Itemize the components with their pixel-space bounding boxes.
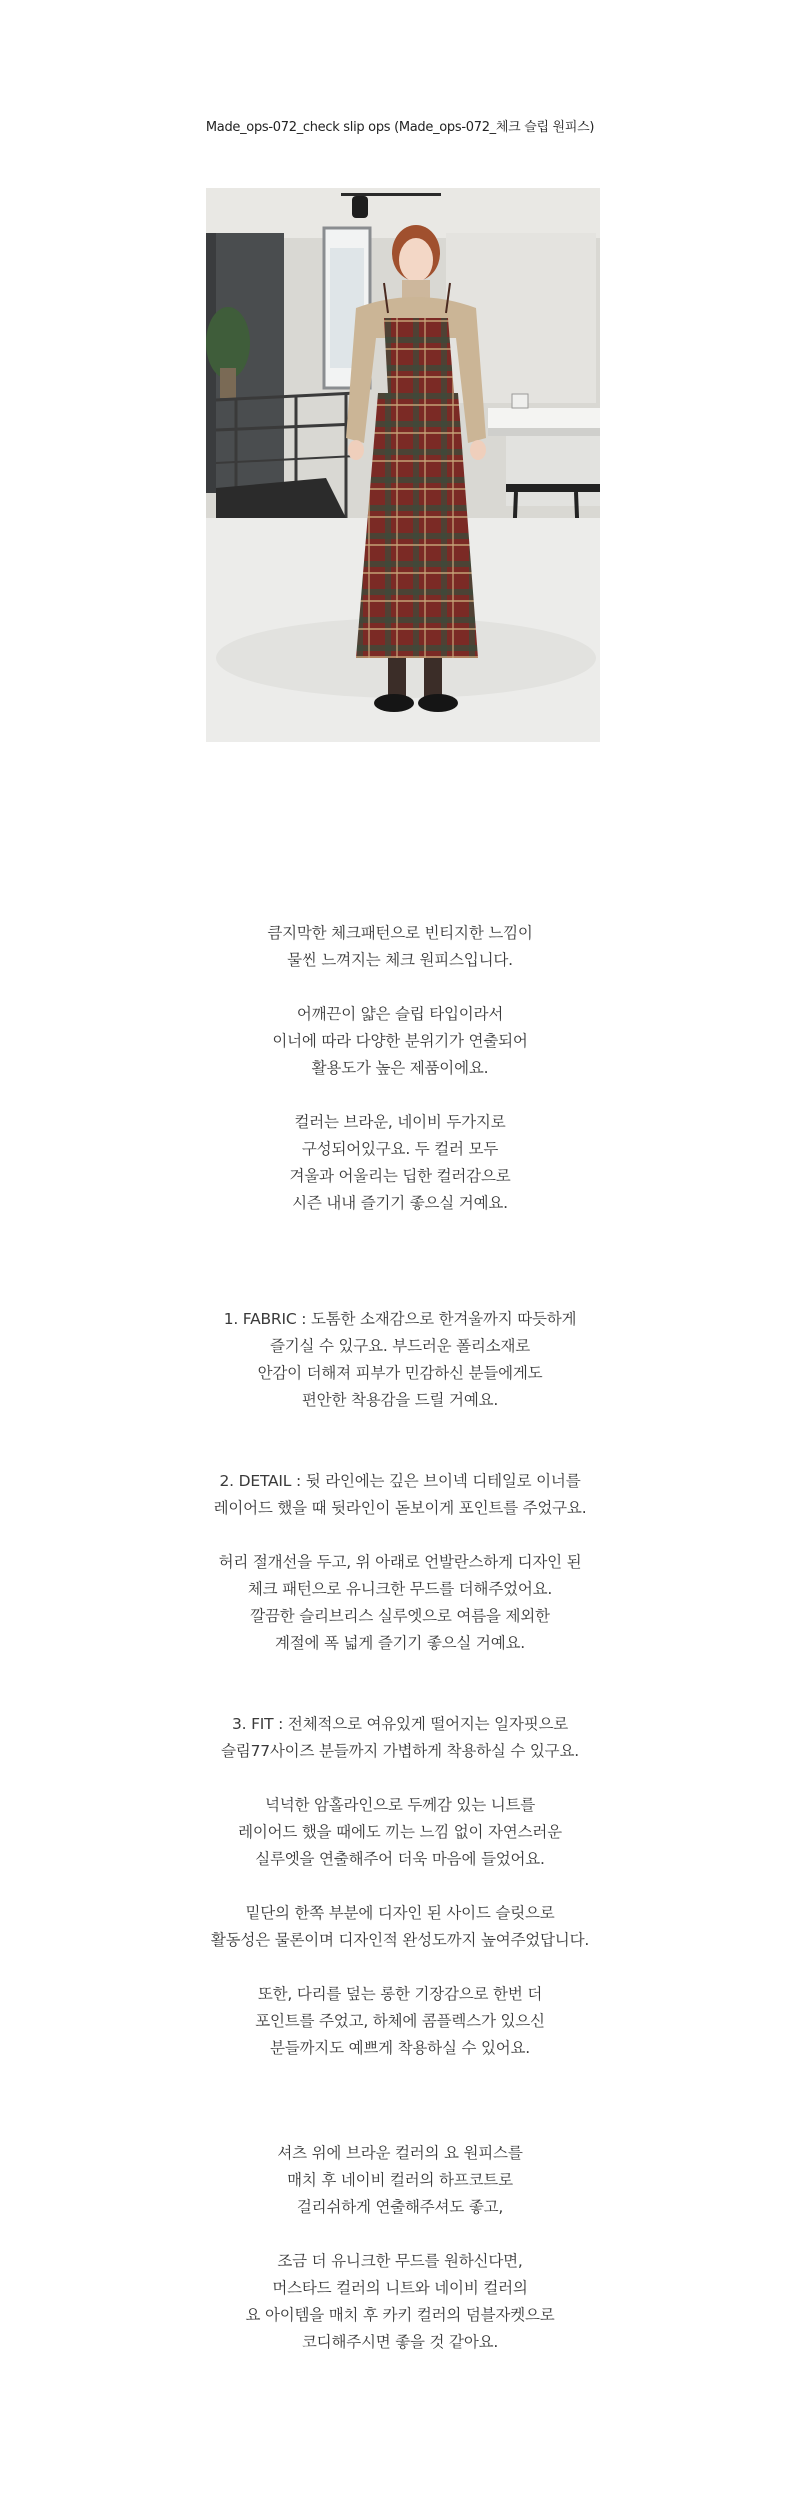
detail-paragraph — [0, 1549, 800, 1657]
fit-section — [0, 1711, 800, 2062]
text-line: 편안한 착용감을 드릴 거예요. — [301, 1391, 499, 1409]
text-line: 2. DETAIL : 뒷 라인에는 깊은 브이넥 디테일로 이너를 — [219, 1472, 581, 1490]
text-line: 레이어드 했을 때에도 끼는 느낌 없이 자연스러운 — [238, 1823, 562, 1841]
text-line: 체크 패턴으로 유니크한 무드를 더해주었어요. — [247, 1580, 553, 1598]
fit-paragraph — [0, 1792, 800, 1873]
intro-paragraph — [0, 1109, 800, 1217]
text-line: 요 아이템을 매치 후 카키 컬러의 덤블자켓으로 — [245, 2306, 555, 2324]
text-line: 넉넉한 암홀라인으로 두께감 있는 니트를 — [264, 1796, 536, 1814]
fit-paragraph — [0, 1900, 800, 1954]
fit-paragraph — [0, 1981, 800, 2062]
text-line: 시즌 내내 즐기기 좋으실 거예요. — [292, 1194, 508, 1212]
text-line: 이너에 따라 다양한 분위기가 연출되어 — [272, 1032, 528, 1050]
text-line: 계절에 폭 넓게 즐기기 좋으실 거예요. — [275, 1634, 525, 1652]
text-line: 분들까지도 예쁘게 착용하실 수 있어요. — [269, 2039, 530, 2057]
text-line: 밑단의 한쪽 부분에 디자인 된 사이드 슬릿으로 — [245, 1904, 555, 1922]
text-line: 물씬 느껴지는 체크 원피스입니다. — [287, 951, 513, 969]
intro-paragraph — [0, 920, 800, 974]
model-photo-illustration — [206, 188, 600, 742]
styling-paragraph — [0, 2248, 800, 2356]
text-line: 또한, 다리를 덮는 롱한 기장감으로 한번 더 — [257, 1985, 543, 2003]
text-line: 활동성은 물론이며 디자인적 완성도까지 높여주었답니다. — [210, 1931, 590, 1949]
text-line: 컬러는 브라운, 네이비 두가지로 — [294, 1113, 506, 1131]
text-line: 걸리쉬하게 연출해주셔도 좋고, — [296, 2198, 504, 2216]
text-line: 머스타드 컬러의 니트와 네이비 컬러의 — [272, 2279, 528, 2297]
text-line: 깔끔한 슬리브리스 실루엣으로 여름을 제외한 — [250, 1607, 550, 1625]
fabric-section — [0, 1306, 800, 1414]
fabric-paragraph — [0, 1306, 800, 1414]
text-line: 슬림77사이즈 분들까지 가볍하게 착용하실 수 있구요. — [221, 1742, 579, 1760]
text-line: 활용도가 높은 제품이에요. — [311, 1059, 489, 1077]
styling-paragraph — [0, 2140, 800, 2221]
text-line: 셔츠 위에 브라운 컬러의 요 원피스를 — [277, 2144, 523, 2162]
text-line: 겨울과 어울리는 딥한 컬러감으로 — [289, 1167, 511, 1185]
text-line: 즐기실 수 있구요. 부드러운 폴리소재로 — [269, 1337, 530, 1355]
detail-paragraph — [0, 1468, 800, 1522]
text-line: 매치 후 네이비 컬러의 하프코트로 — [287, 2171, 513, 2189]
text-line: 어깨끈이 얇은 슬립 타입이라서 — [296, 1005, 504, 1023]
text-line: 포인트를 주었고, 하체에 콤플렉스가 있으신 — [255, 2012, 545, 2030]
intro-paragraph — [0, 1001, 800, 1082]
text-line: 실루엣을 연출해주어 더욱 마음에 들었어요. — [255, 1850, 545, 1868]
text-line: 3. FIT : 전체적으로 여유있게 떨어지는 일자핏으로 — [231, 1715, 569, 1733]
text-line: 큼지막한 체크패턴으로 빈티지한 느낌이 — [267, 924, 533, 942]
fit-paragraph — [0, 1711, 800, 1765]
text-line: 조금 더 유니크한 무드를 원하신다면, — [277, 2252, 523, 2270]
styling-section — [0, 2140, 800, 2356]
text-line: 레이어드 했을 때 뒷라인이 돋보이게 포인트를 주었구요. — [213, 1499, 587, 1517]
product-photo — [206, 188, 600, 742]
product-title: Made_ops-072_check slip ops (Made_ops-072_체크 슬립 원피스) — [205, 120, 595, 135]
text-line: 구성되어있구요. 두 컬러 모두 — [301, 1140, 499, 1158]
text-line: 1. FABRIC : 도톰한 소재감으로 한겨울까지 따듯하게 — [223, 1310, 577, 1328]
text-line: 허리 절개선을 두고, 위 아래로 언발란스하게 디자인 된 — [218, 1553, 582, 1571]
text-line: 코디해주시면 좋을 것 같아요. — [301, 2333, 499, 2351]
text-line: 안감이 더해져 피부가 민감하신 분들에게도 — [257, 1364, 543, 1382]
intro-section — [0, 920, 800, 1217]
detail-section — [0, 1468, 800, 1657]
